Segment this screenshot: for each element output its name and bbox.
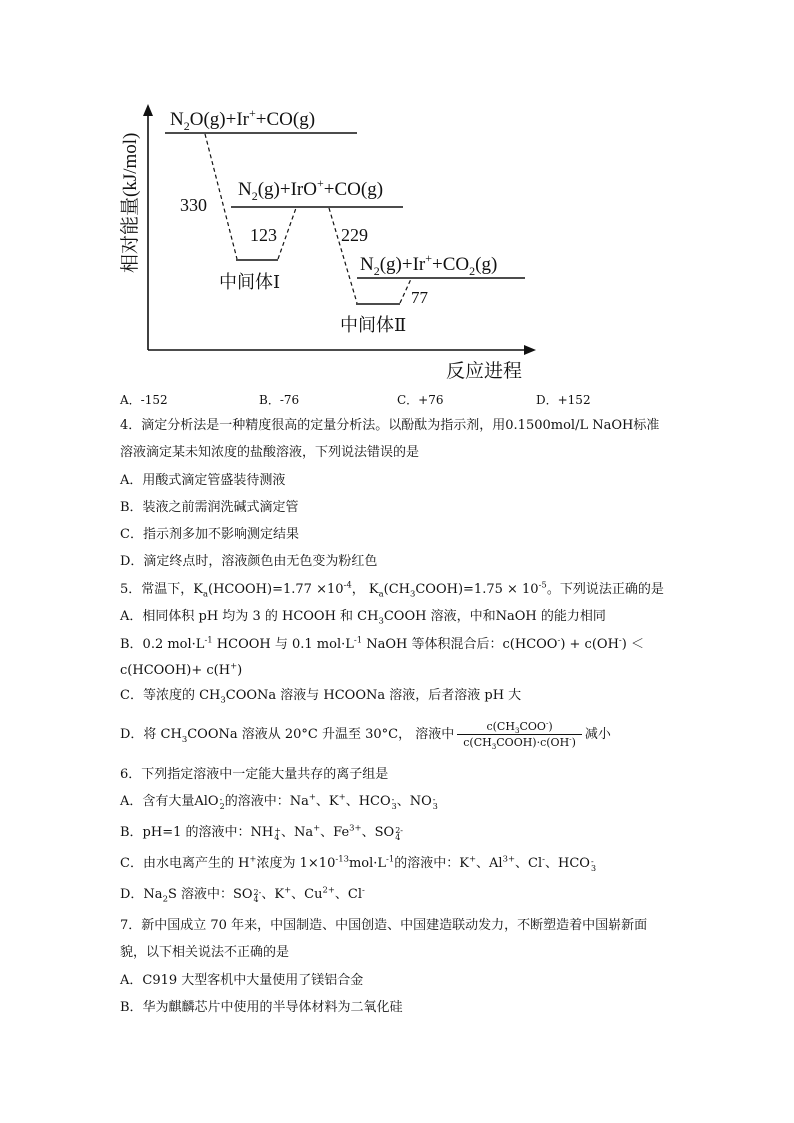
state-products-label: $N_2(g)+Ir^++CO_2(g)$	[360, 251, 498, 278]
q5-option-b: B．0.2 $mol\cdot L^{-1}$ HCOOH 与 0.1 $mol\cdot L^{-1}$ NaOH 等体积混合后：c(HCOO-) + c(OH-) ＜	[120, 634, 644, 652]
q5-option-d: D．将 $CH_3COONa$ 溶液从 20°C 升温至 30°C， 溶液中 $\frac{c(CH_3COO^-)}{c(CH_3COOH)\cdot c(OH^-)}$ 减小	[120, 718, 611, 752]
value-123: 123	[250, 225, 277, 245]
state-reactants-label: $N_2O(g)+Ir^++CO(g)$	[170, 106, 316, 133]
q4-option-a: A．用酸式滴定管盛装待测液	[120, 473, 286, 488]
x-axis-arrow	[524, 345, 536, 355]
fraction-denominator: $c(CH_3COOH)\cdot c(OH^-)$	[463, 734, 576, 752]
q6-option-c: C．由水电离产生的 H+浓度为 $1\times 10^{-13}mol\cdot L^{-1}$的溶液中：K+、$Al^{3+}$、Cl-、HCO - 3	[120, 853, 597, 873]
q3-option-c: C．+76	[397, 393, 444, 407]
value-330: 330	[180, 195, 207, 215]
q4-stem-line1: 4．滴定分析法是一种精度很高的定量分析法。以酚酞为指示剂，用0.1500mol/L NaOH标准	[120, 418, 660, 433]
intermediate-2-label: 中间体Ⅱ	[340, 315, 407, 335]
q5-option-c: C．等浓度的 $CH_3COONa$ 溶液与 HCOONa 溶液，后者溶液 pH 大	[120, 688, 522, 705]
value-229: 229	[341, 225, 368, 245]
value-77: 77	[411, 288, 428, 307]
path-2	[278, 208, 296, 259]
y-axis-label: 相对能量(kJ/mol)	[120, 132, 141, 273]
q4-option-d: D．滴定终点时，溶液颜色由无色变为粉红色	[120, 554, 378, 569]
x-axis-label: 反应进程	[446, 361, 523, 382]
q5-option-a: A．相同体积 pH 均为 3 的 HCOOH 和 $CH_3COOH$ 溶液，中和NaOH 的能力相同	[120, 609, 606, 626]
path-1	[205, 134, 237, 259]
fraction-numerator: $c(CH_3COO^-)$	[457, 720, 582, 735]
q3-option-a: A．-152	[120, 393, 168, 407]
q6-stem: 6．下列指定溶液中一定能大量共存的离子组是	[120, 767, 389, 782]
intermediate-1-label: 中间体Ⅰ	[219, 272, 281, 292]
path-3	[329, 208, 357, 303]
energy-diagram	[0, 0, 794, 390]
q6-option-b: B．pH=1 的溶液中：NH + 4 、Na+、$Fe^{3+}$、SO 2- 4	[120, 822, 403, 842]
q7-stem-line2: 貌，以下相关说法不正确的是	[120, 945, 290, 960]
q5-option-b-cont: c(HCOOH)+ c(H+)	[120, 660, 243, 678]
ratio-fraction	[457, 718, 582, 752]
q3-option-b: B．-76	[259, 393, 300, 407]
q6-option-a: A．含有大量AlO - 2 的溶液中：Na+、K+、HCO - 3 、NO - 3	[120, 791, 438, 811]
q6-option-d: D．$Na_2S$ 溶液中：SO 2- 4 、K+、$Cu^{2+}$、Cl-	[120, 884, 365, 904]
state-iro-label: $N_2(g)+IrO^++CO(g)$	[238, 176, 384, 203]
q7-stem-line1: 7．新中国成立 70 年来，中国制造、中国创造、中国建造联动发力，不断塑造着中国崭新面	[120, 918, 648, 933]
q7-option-b: B．华为麒麟芯片中使用的半导体材料为二氧化硅	[120, 1000, 403, 1015]
path-4	[400, 279, 411, 303]
q4-option-c: C．指示剂多加不影响测定结果	[120, 527, 299, 542]
q3-option-d: D．+152	[536, 393, 591, 407]
q5-stem: 5．常温下，$K_a(HCOOH)=1.77 \times 10^{-4}$， $K_a(CH_3COOH)=1.75 \times 10^{-5}$。下列说法正确的是	[120, 579, 664, 599]
y-axis-arrow	[143, 104, 153, 116]
q4-option-b: B．装液之前需润洗碱式滴定管	[120, 500, 299, 515]
q4-stem-line2: 溶液滴定某未知浓度的盐酸溶液，下列说法错误的是	[120, 445, 420, 460]
q7-option-a: A．C919 大型客机中大量使用了镁铝合金	[120, 973, 364, 988]
